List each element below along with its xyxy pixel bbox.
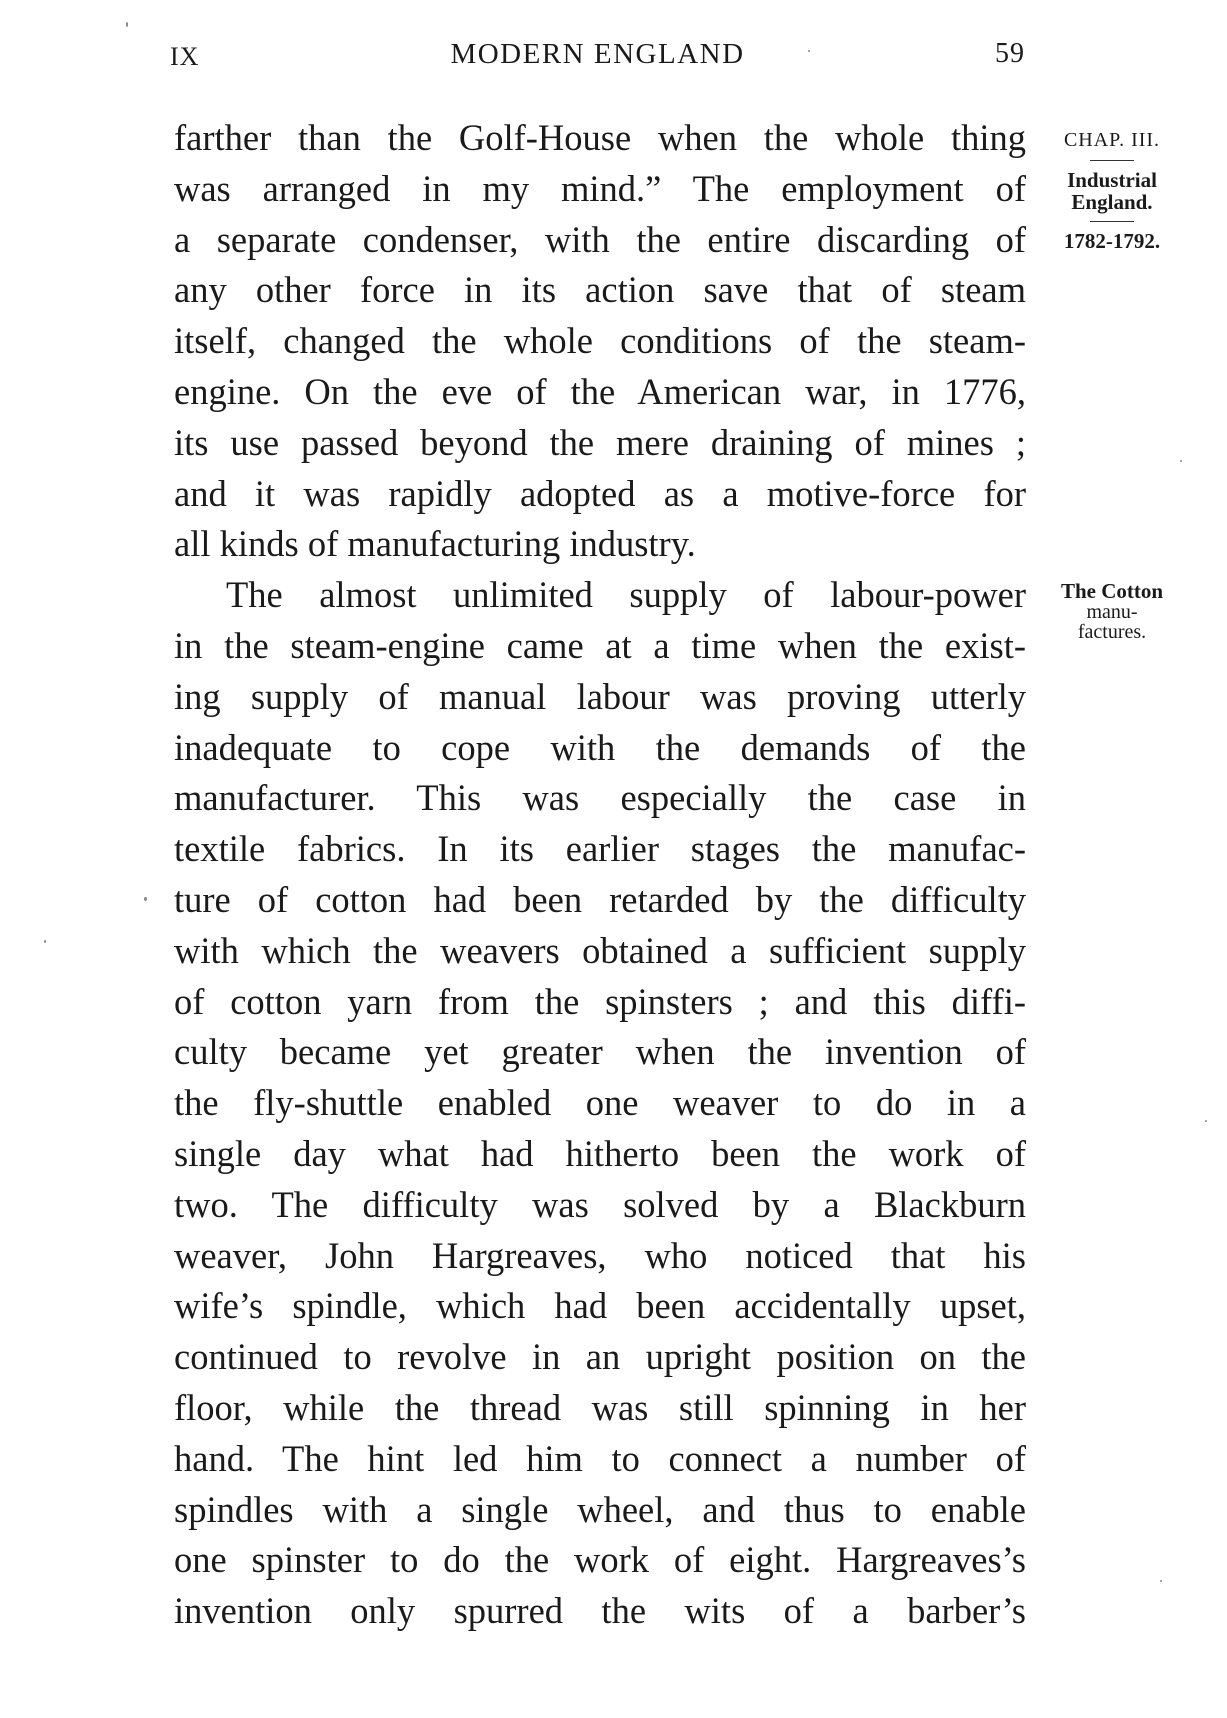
text-line: single day what had hitherto been the work of xyxy=(174,1132,1026,1174)
margin-cotton-line3: factures. xyxy=(1077,621,1147,643)
text-line: manufacturer. This was especially the case in xyxy=(174,777,1026,819)
paper-speck xyxy=(808,50,810,52)
margin-section-line1: Industrial xyxy=(1067,168,1157,192)
text-line: with which the weavers obtained a sufficient supply xyxy=(174,929,1026,971)
text-line: textile fabrics. In its earlier stages the manufac- xyxy=(174,828,1026,870)
text-line: a separate condenser, with the entire discarding of xyxy=(174,218,1026,260)
margin-note-chapter xyxy=(1042,128,1182,252)
text-line: the fly-shuttle enabled one weaver to do in a xyxy=(174,1082,1026,1124)
text-line: culty became yet greater when the invention of xyxy=(174,1031,1026,1073)
margin-date-range: 1782-1792. xyxy=(1063,229,1161,253)
text-line: spindles with a single wheel, and thus to enable xyxy=(174,1488,1026,1530)
paper-speck xyxy=(126,22,128,27)
margin-section-line2: England. xyxy=(1071,190,1153,214)
text-line: and it was rapidly adopted as a motive-force for xyxy=(174,472,1026,514)
margin-cotton-line2: manu- xyxy=(1086,601,1138,623)
margin-rule xyxy=(1090,160,1134,161)
margin-cotton-line1: The Cotton xyxy=(1060,579,1164,603)
margin-chapter-label: CHAP. III. xyxy=(1063,129,1161,151)
page-number: 59 xyxy=(995,38,1025,69)
book-title: MODERN ENGLAND xyxy=(450,38,745,70)
text-line: any other force in its action save that of steam xyxy=(174,269,1026,311)
text-line: inadequate to cope with the demands of the xyxy=(174,726,1026,768)
text-line: of cotton yarn from the spinsters ; and this diffi- xyxy=(174,980,1026,1022)
text-line: weaver, John Hargreaves, who noticed that his xyxy=(174,1234,1026,1276)
paper-speck xyxy=(144,897,147,901)
text-line: wife’s spindle, which had been accidentally upset, xyxy=(174,1285,1026,1327)
text-line: its use passed beyond the mere draining of mines ; xyxy=(174,421,1026,463)
paper-speck xyxy=(1180,460,1182,462)
text-line: itself, changed the whole conditions of the steam- xyxy=(174,320,1026,362)
paper-speck xyxy=(44,940,46,943)
text-line: hand. The hint led him to connect a number of xyxy=(174,1437,1026,1479)
text-line: one spinster to do the work of eight. Hargreaves’s xyxy=(174,1539,1026,1581)
paragraph-1 xyxy=(174,113,1026,570)
text-line: all kinds of manufacturing industry. xyxy=(174,523,696,565)
text-line: The almost unlimited supply of labour-power xyxy=(226,574,1026,616)
text-line: invention only spurred the wits of a barber’s xyxy=(174,1590,1026,1632)
paragraph-2 xyxy=(174,570,1026,1637)
text-line: continued to revolve in an upright position on the xyxy=(174,1336,1026,1378)
margin-rule xyxy=(1090,221,1134,222)
margin-note-cotton xyxy=(1042,580,1182,642)
text-line: two. The difficulty was solved by a Blackburn xyxy=(174,1183,1026,1225)
text-line: ing supply of manual labour was proving utterly xyxy=(174,675,1026,717)
text-line: engine. On the eve of the American war, in 1776, xyxy=(174,370,1026,412)
chapter-numeral: IX xyxy=(170,42,200,71)
paper-speck xyxy=(1205,1120,1207,1122)
text-line: ture of cotton had been retarded by the difficulty xyxy=(174,878,1026,920)
text-line: in the steam-engine came at a time when the exist- xyxy=(174,624,1026,666)
running-head xyxy=(170,38,1025,78)
paper-speck xyxy=(1160,1580,1162,1582)
text-line: farther than the Golf-House when the whole thing xyxy=(174,117,1026,158)
text-line: floor, while the thread was still spinning in her xyxy=(174,1386,1026,1428)
text-line: was arranged in my mind.” The employment of xyxy=(174,167,1026,209)
body-text xyxy=(174,113,1026,1637)
